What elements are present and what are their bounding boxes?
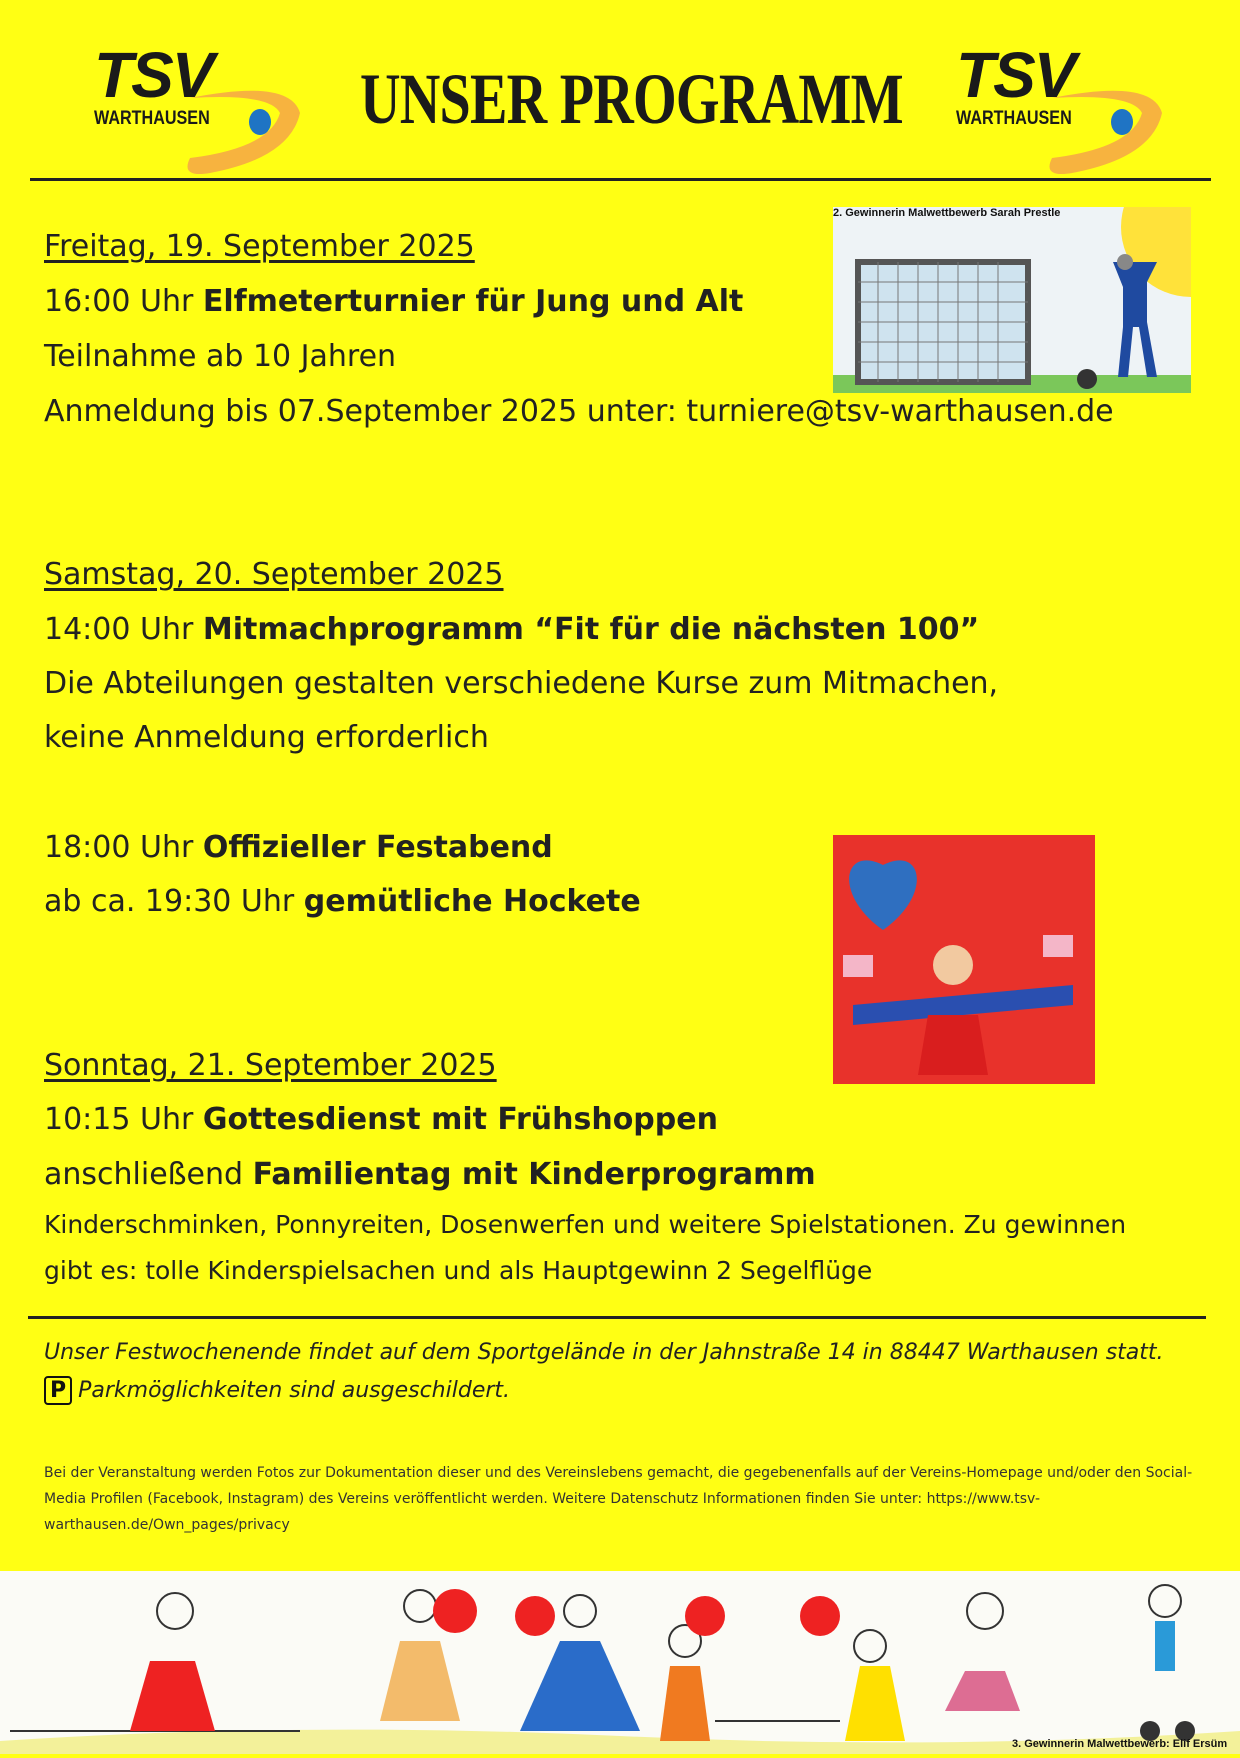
drawing-heart-girl — [833, 835, 1095, 1084]
info-line: keine Anmeldung erforderlich — [44, 720, 489, 755]
children-drawing-icon — [0, 1571, 1240, 1754]
drawing-caption: 2. Gewinnerin Malwettbewerb Sarah Prestle — [833, 207, 1061, 219]
info-line: Kinderschminken, Ponnyreiten, Dosenwerfen und weitere Spielstationen. Zu gewinnen — [44, 1210, 1127, 1239]
event-line: ab ca. 19:30 Uhr gemütliche Hockete — [44, 884, 641, 919]
parking-icon: P — [44, 1376, 72, 1405]
event-line: 14:00 Uhr Mitmachprogramm “Fit für die nächsten 100” — [44, 612, 980, 647]
event-line: 18:00 Uhr Offizieller Festabend — [44, 830, 553, 865]
parking-line: P Parkmöglichkeiten sind ausgeschildert. — [44, 1376, 510, 1405]
heart-girl-drawing-icon — [833, 835, 1095, 1084]
day-heading-saturday: Samstag, 20. September 2025 — [44, 557, 504, 592]
info-line: Die Abteilungen gestalten verschiedene Kurse zum Mitmachen, — [44, 666, 999, 701]
event-line: 16:00 Uhr Elfmeterturnier für Jung und Alt — [44, 284, 744, 319]
info-line: Teilnahme ab 10 Jahren — [44, 339, 397, 374]
goal-drawing-icon — [833, 207, 1191, 393]
footer-divider — [28, 1316, 1206, 1319]
day-heading-sunday: Sonntag, 21. September 2025 — [44, 1048, 497, 1083]
drawing-penalty-kick — [833, 207, 1191, 393]
event-line: anschließend Familientag mit Kinderprogramm — [44, 1157, 816, 1192]
drawing-caption: 3. Gewinnerin Malwettbewerb: Elif Ersüm — [1012, 1738, 1228, 1750]
children-drawings-strip — [0, 1571, 1240, 1754]
info-line: gibt es: tolle Kinderspielsachen und als Hauptgewinn 2 Segelflüge — [44, 1256, 873, 1285]
header-divider — [30, 178, 1211, 181]
day-heading-friday: Freitag, 19. September 2025 — [44, 229, 475, 264]
registration-line: Anmeldung bis 07.September 2025 unter: turniere@tsv-warthausen.de — [44, 394, 1114, 429]
tsv-logo-left: TSV WARTHAUSEN — [90, 38, 300, 168]
location-text: Unser Festwochenende findet auf dem Sportgelände in der Jahnstraße 14 in 88447 Warthausen statt. — [44, 1340, 1164, 1365]
page-title: UNSER PROGRAMM — [360, 59, 903, 139]
tsv-logo-right: TSV WARTHAUSEN — [952, 38, 1162, 168]
event-line: 10:15 Uhr Gottesdienst mit Frühshoppen — [44, 1102, 718, 1137]
privacy-notice: Bei der Veranstaltung werden Fotos zur Dokumentation dieser und des Vereinslebens gemacht, die gegebenenfalls auf der Vereins-Homepage und/oder den Social-Media Profilen (Facebook, Instagram) des Vereins veröffentlicht werden. Weitere Datenschutz Informationen finden Sie unter: https://www.tsv-warthausen.de/Own_pages/privacy — [44, 1465, 1193, 1533]
